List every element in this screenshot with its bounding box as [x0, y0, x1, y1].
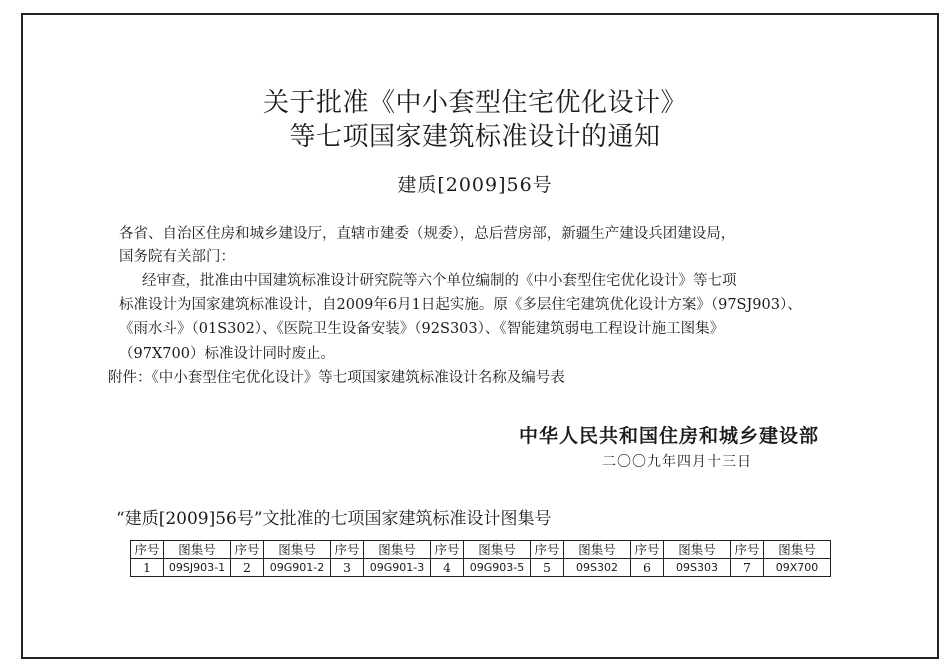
issuing-authority: 中华人民共和国住房和城乡建设部: [519, 425, 820, 447]
table-cell-code: 09X700: [764, 559, 831, 577]
table-cell-seq: 6: [631, 559, 664, 577]
header-code: 图集号: [464, 541, 531, 559]
table-cell-seq: 2: [231, 559, 264, 577]
approval-paragraph-line-2: 标准设计为国家建筑标准设计，自2009年6月1日起实施。原《多层住宅建筑优化设计方案》（97SJ903）、: [119, 297, 802, 313]
recipients-line-1: 各省、自治区住房和城乡建设厅，直辖市建委（规委），总后营房部，新疆生产建设兵团建设局，: [119, 226, 736, 242]
approval-paragraph-line-1: 经审查，批准由中国建筑标准设计研究院等六个单位编制的《中小套型住宅优化设计》等七项: [142, 273, 737, 289]
header-code: 图集号: [664, 541, 731, 559]
table-cell-seq: 7: [731, 559, 764, 577]
table-header-row: [131, 541, 831, 559]
header-code: 图集号: [364, 541, 431, 559]
header-seq: 序号: [731, 541, 764, 559]
table-cell-code: 09S303: [664, 559, 731, 577]
header-seq: 序号: [431, 541, 464, 559]
issue-date: 二〇〇九年四月十三日: [602, 454, 752, 470]
recipients-line-2: 国务院有关部门：: [119, 249, 235, 265]
header-seq: 序号: [331, 541, 364, 559]
table-cell-seq: 3: [331, 559, 364, 577]
approval-paragraph-line-3: 《雨水斗》（01S302）、《医院卫生设备安装》（92S303）、《智能建筑弱电工程设计施工图集》: [119, 321, 725, 337]
table-cell-seq: 1: [131, 559, 164, 577]
table-caption: “建质[2009]56号”文批准的七项国家建筑标准设计图集号: [116, 509, 552, 529]
header-seq: 序号: [131, 541, 164, 559]
header-seq: 序号: [231, 541, 264, 559]
table-cell-code: 09G901-2: [264, 559, 331, 577]
table-cell-code: 09S302: [564, 559, 631, 577]
atlas-number-table: [130, 540, 831, 577]
table-cell-seq: 4: [431, 559, 464, 577]
table-cell-code: 09G901-3: [364, 559, 431, 577]
header-code: 图集号: [264, 541, 331, 559]
header-code: 图集号: [764, 541, 831, 559]
table-cell-code: 09G903-5: [464, 559, 531, 577]
header-code: 图集号: [564, 541, 631, 559]
notice-title-line-1: 关于批准《中小套型住宅优化设计》: [262, 88, 687, 118]
header-seq: 序号: [631, 541, 664, 559]
attachment-line: 附件：《中小套型住宅优化设计》等七项国家建筑标准设计名称及编号表: [108, 370, 565, 386]
table-row: [131, 559, 831, 577]
document-number: 建质[2009]56号: [397, 174, 553, 196]
header-seq: 序号: [531, 541, 564, 559]
table-cell-seq: 5: [531, 559, 564, 577]
notice-title-line-2: 等七项国家建筑标准设计的通知: [289, 122, 661, 152]
header-code: 图集号: [164, 541, 231, 559]
table-cell-code: 09SJ903-1: [164, 559, 231, 577]
approval-paragraph-line-4: （97X700）标准设计同时废止。: [119, 346, 335, 362]
